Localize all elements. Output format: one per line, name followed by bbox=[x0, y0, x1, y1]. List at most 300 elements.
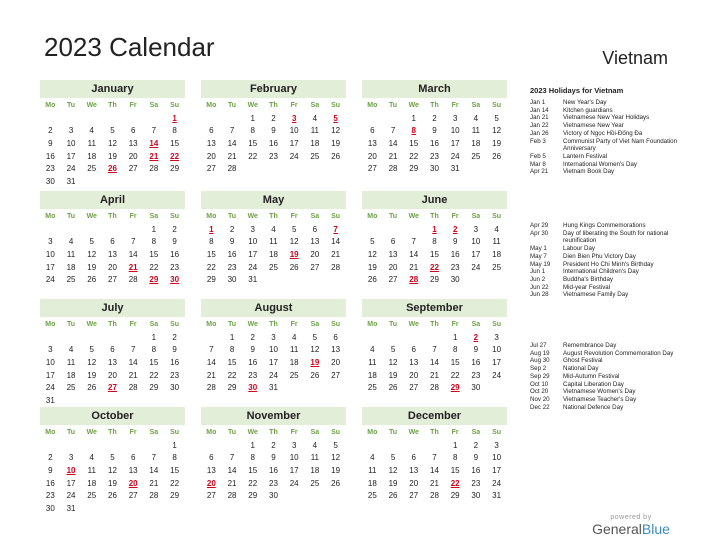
holiday-name: Vietnamese Teacher's Day bbox=[563, 395, 637, 403]
day-cell: 6 bbox=[110, 237, 115, 247]
weekday-label: Su bbox=[170, 428, 180, 436]
day-cell: 21 bbox=[149, 478, 159, 488]
day-cell: 8 bbox=[229, 345, 235, 355]
day-cell: 15 bbox=[227, 357, 237, 367]
weekday-label: We bbox=[408, 428, 419, 436]
month-january bbox=[40, 80, 185, 188]
day-cell: 13 bbox=[367, 138, 377, 148]
day-cell: 19 bbox=[388, 370, 398, 380]
day-cell: 9 bbox=[48, 138, 53, 148]
day-cell: 5 bbox=[390, 345, 396, 355]
month-header: May bbox=[201, 191, 346, 209]
month-september bbox=[362, 299, 507, 394]
day-cell: 26 bbox=[87, 275, 97, 285]
day-cell: 30 bbox=[45, 176, 55, 186]
brand-a: General bbox=[592, 521, 642, 537]
day-cell: 18 bbox=[289, 357, 299, 367]
day-cell: 18 bbox=[66, 262, 76, 272]
day-cell: 18 bbox=[367, 370, 377, 380]
day-cell: 3 bbox=[68, 453, 74, 463]
day-cell: 3 bbox=[48, 237, 53, 247]
day-cell: 6 bbox=[110, 345, 115, 355]
day-cell: 5 bbox=[110, 453, 115, 463]
day-cell: 26 bbox=[492, 151, 502, 161]
day-cell: 23 bbox=[45, 164, 55, 174]
day-cell: 12 bbox=[108, 465, 117, 475]
empty-cell bbox=[123, 175, 144, 188]
day-cell: 21 bbox=[227, 478, 237, 488]
month-october bbox=[40, 407, 185, 515]
weekday-label: Tu bbox=[389, 320, 398, 328]
day-cell: 12 bbox=[87, 249, 97, 259]
day-cell: 20 bbox=[108, 370, 117, 380]
holiday-date: Jun 2 bbox=[530, 275, 546, 283]
holiday-name: Lantern Festival bbox=[563, 152, 608, 160]
day-cell: 2 bbox=[172, 224, 177, 234]
weekday-label: Fr bbox=[290, 428, 298, 436]
day-cell: 21 bbox=[409, 262, 419, 272]
holiday-date: May 7 bbox=[530, 252, 547, 260]
empty-cell bbox=[40, 439, 61, 452]
day-cell: 26 bbox=[310, 370, 320, 380]
weekday-label: Mo bbox=[45, 212, 56, 220]
empty-cell bbox=[424, 331, 445, 344]
day-cell: 3 bbox=[291, 440, 297, 450]
day-cell: 17 bbox=[45, 262, 55, 272]
day-cell: 15 bbox=[248, 138, 258, 148]
day-cell: 6 bbox=[209, 453, 214, 463]
day-cell: 2 bbox=[473, 440, 479, 450]
empty-cell bbox=[383, 223, 404, 236]
day-cell: 9 bbox=[172, 345, 177, 355]
holiday-name: National Day bbox=[563, 365, 599, 373]
day-cell: 3 bbox=[494, 332, 499, 342]
empty-cell bbox=[325, 162, 346, 175]
day-cell: 3 bbox=[291, 113, 297, 123]
day-cell: 9 bbox=[473, 453, 479, 463]
day-cell: 16 bbox=[170, 357, 180, 367]
day-cell: 16 bbox=[45, 478, 55, 488]
weekday-label: Th bbox=[269, 428, 278, 436]
day-cell: 14 bbox=[206, 357, 216, 367]
day-cell: 15 bbox=[450, 357, 460, 367]
day-cell: 23 bbox=[170, 262, 180, 272]
day-cell: 25 bbox=[269, 262, 278, 272]
holiday-item bbox=[530, 122, 700, 130]
day-cell: 15 bbox=[450, 465, 460, 475]
weekday-label: Mo bbox=[367, 320, 378, 328]
holiday-name: Mid-Autumn Festival bbox=[563, 372, 620, 380]
day-cell: 10 bbox=[450, 126, 460, 136]
day-cell: 5 bbox=[494, 113, 499, 123]
day-cell: 16 bbox=[45, 151, 55, 161]
weekday-label: Tu bbox=[67, 320, 76, 328]
weekday-label: Th bbox=[108, 428, 117, 436]
day-cell: 22 bbox=[227, 370, 237, 380]
empty-cell bbox=[102, 502, 123, 515]
day-cell: 28 bbox=[149, 491, 159, 501]
month-header: October bbox=[40, 407, 185, 425]
holiday-item bbox=[530, 114, 700, 122]
day-cell: 19 bbox=[108, 478, 117, 488]
day-cell: 10 bbox=[492, 345, 502, 355]
day-cell: 14 bbox=[388, 138, 398, 148]
day-cell: 19 bbox=[87, 262, 97, 272]
day-cell: 6 bbox=[411, 345, 416, 355]
day-cell: 21 bbox=[430, 370, 439, 380]
day-cell: 4 bbox=[89, 126, 94, 136]
empty-cell bbox=[61, 394, 82, 407]
day-cell: 31 bbox=[66, 503, 76, 513]
day-cell: 9 bbox=[172, 237, 177, 247]
day-cell: 1 bbox=[151, 332, 157, 342]
day-cell: 3 bbox=[48, 345, 53, 355]
empty-cell bbox=[305, 381, 326, 394]
weekday-label: We bbox=[86, 101, 97, 109]
day-cell: 1 bbox=[411, 113, 416, 123]
holiday-name: Victory of Ngọc Hồi-Đống Đa bbox=[563, 129, 643, 137]
empty-cell bbox=[263, 273, 284, 286]
holiday-name: August Revolution Commemoration Day bbox=[563, 349, 674, 357]
holiday-name: President Ho Chi Minh's Birthday bbox=[563, 260, 654, 268]
weekday-label: Th bbox=[430, 320, 439, 328]
weekday-label: Mo bbox=[367, 212, 378, 220]
day-cell: 23 bbox=[430, 151, 439, 161]
empty-cell bbox=[403, 331, 424, 344]
holiday-name: Hung Kings Commemorations bbox=[563, 222, 646, 229]
day-cell: 4 bbox=[312, 113, 318, 123]
day-cell: 17 bbox=[66, 151, 76, 161]
day-cell: 14 bbox=[430, 465, 439, 475]
day-cell: 25 bbox=[310, 151, 320, 161]
day-cell: 3 bbox=[473, 224, 479, 234]
empty-cell bbox=[362, 331, 383, 344]
empty-cell bbox=[61, 331, 82, 344]
brand-name bbox=[586, 521, 676, 537]
empty-cell bbox=[284, 273, 305, 286]
day-cell: 11 bbox=[87, 465, 96, 475]
day-cell: 22 bbox=[248, 151, 258, 161]
empty-cell bbox=[81, 502, 102, 515]
day-cell: 9 bbox=[473, 345, 479, 355]
holiday-item bbox=[530, 365, 700, 373]
day-cell: 19 bbox=[87, 370, 97, 380]
day-cell: 28 bbox=[430, 491, 439, 501]
day-cell: 28 bbox=[388, 164, 398, 174]
country-name: Vietnam bbox=[602, 48, 668, 68]
day-cell: 7 bbox=[229, 453, 235, 463]
day-cell: 6 bbox=[130, 453, 136, 463]
empty-cell bbox=[123, 502, 144, 515]
day-cell: 13 bbox=[128, 138, 138, 148]
weekday-label: Fr bbox=[451, 212, 459, 220]
day-cell: 27 bbox=[310, 262, 320, 272]
holiday-item bbox=[530, 404, 700, 412]
day-cell: 1 bbox=[172, 440, 177, 450]
weekday-label: Su bbox=[492, 428, 502, 436]
holiday-date: Jan 1 bbox=[530, 99, 546, 106]
weekday-label: Mo bbox=[206, 320, 217, 328]
day-cell: 16 bbox=[269, 465, 278, 475]
day-cell: 26 bbox=[87, 383, 97, 393]
day-cell: 26 bbox=[331, 478, 341, 488]
day-cell: 27 bbox=[388, 275, 398, 285]
empty-cell bbox=[144, 112, 165, 125]
day-cell: 29 bbox=[170, 491, 180, 501]
day-cell: 14 bbox=[128, 357, 138, 367]
day-cell: 14 bbox=[409, 249, 419, 259]
day-cell: 26 bbox=[108, 164, 117, 174]
holiday-name: Mid-year Festival bbox=[563, 283, 611, 291]
day-cell: 24 bbox=[492, 370, 502, 380]
weekday-label: Fr bbox=[451, 428, 459, 436]
day-cell: 20 bbox=[409, 370, 419, 380]
day-cell: 7 bbox=[390, 126, 396, 136]
day-cell: 16 bbox=[269, 138, 278, 148]
day-cell: 20 bbox=[367, 151, 377, 161]
holiday-date: Jan 26 bbox=[530, 129, 549, 137]
day-cell: 25 bbox=[367, 491, 377, 501]
day-cell: 13 bbox=[409, 357, 419, 367]
day-cell: 7 bbox=[209, 345, 214, 355]
day-cell: 2 bbox=[172, 332, 177, 342]
empty-cell bbox=[201, 112, 222, 125]
day-cell: 25 bbox=[492, 262, 502, 272]
day-cell: 1 bbox=[452, 440, 458, 450]
day-cell: 6 bbox=[333, 332, 338, 342]
day-cell: 12 bbox=[87, 357, 97, 367]
weekday-label: Su bbox=[331, 212, 341, 220]
holiday-date: Jun 1 bbox=[530, 268, 546, 276]
holiday-item bbox=[530, 276, 700, 284]
weekday-label: Sa bbox=[149, 101, 159, 109]
day-cell: 30 bbox=[170, 383, 180, 393]
day-cell: 12 bbox=[367, 249, 377, 259]
weekday-label: Su bbox=[170, 212, 180, 220]
day-cell: 8 bbox=[411, 126, 416, 136]
day-cell: 24 bbox=[289, 478, 299, 488]
day-cell: 31 bbox=[269, 383, 278, 393]
day-cell: 15 bbox=[248, 465, 258, 475]
day-cell: 22 bbox=[149, 262, 159, 272]
empty-cell bbox=[486, 381, 507, 394]
day-cell: 14 bbox=[149, 138, 159, 148]
day-cell: 1 bbox=[432, 224, 437, 234]
holiday-name: National Defence Day bbox=[563, 403, 624, 411]
weekday-label: Mo bbox=[45, 101, 56, 109]
day-cell: 17 bbox=[66, 478, 76, 488]
day-cell: 7 bbox=[333, 224, 338, 234]
month-april bbox=[40, 191, 185, 286]
day-cell: 6 bbox=[209, 126, 214, 136]
day-cell: 4 bbox=[370, 453, 375, 463]
weekday-label: Sa bbox=[471, 428, 481, 436]
weekday-label: We bbox=[247, 212, 258, 220]
month-header: June bbox=[362, 191, 507, 209]
powered-by-text: powered by bbox=[610, 514, 652, 521]
holiday-name: Remembrance Day bbox=[563, 342, 617, 349]
holiday-item bbox=[530, 291, 700, 299]
weekday-label: Fr bbox=[290, 212, 298, 220]
day-cell: 9 bbox=[452, 237, 458, 247]
empty-cell bbox=[61, 112, 82, 125]
day-cell: 27 bbox=[331, 370, 341, 380]
day-cell: 6 bbox=[411, 453, 416, 463]
day-cell: 13 bbox=[388, 249, 398, 259]
day-cell: 13 bbox=[206, 138, 216, 148]
day-cell: 23 bbox=[450, 262, 460, 272]
day-cell: 4 bbox=[271, 224, 276, 234]
day-cell: 17 bbox=[248, 249, 258, 259]
day-cell: 28 bbox=[128, 383, 138, 393]
weekday-label: Su bbox=[170, 101, 180, 109]
day-cell: 8 bbox=[209, 237, 214, 247]
day-cell: 25 bbox=[87, 164, 97, 174]
day-cell: 23 bbox=[45, 491, 55, 501]
empty-cell bbox=[123, 439, 144, 452]
day-cell: 17 bbox=[289, 465, 299, 475]
empty-cell bbox=[403, 439, 424, 452]
day-cell: 4 bbox=[494, 224, 499, 234]
day-cell: 17 bbox=[269, 357, 278, 367]
weekday-label: Sa bbox=[310, 101, 320, 109]
day-cell: 10 bbox=[45, 249, 55, 259]
month-header: July bbox=[40, 299, 185, 317]
weekday-label: Mo bbox=[45, 320, 56, 328]
empty-cell bbox=[144, 502, 165, 515]
day-cell: 21 bbox=[149, 151, 159, 161]
weekday-label: Fr bbox=[290, 320, 298, 328]
day-cell: 5 bbox=[370, 237, 375, 247]
day-cell: 13 bbox=[108, 249, 117, 259]
empty-cell bbox=[222, 112, 243, 125]
day-cell: 30 bbox=[227, 275, 237, 285]
day-cell: 5 bbox=[333, 440, 338, 450]
weekday-label: We bbox=[86, 428, 97, 436]
day-cell: 17 bbox=[471, 249, 481, 259]
day-cell: 22 bbox=[248, 478, 258, 488]
day-cell: 22 bbox=[170, 478, 180, 488]
holiday-item bbox=[530, 130, 700, 138]
empty-cell bbox=[242, 162, 263, 175]
day-cell: 11 bbox=[66, 249, 76, 259]
empty-cell bbox=[362, 112, 383, 125]
day-cell: 15 bbox=[149, 357, 159, 367]
day-cell: 19 bbox=[492, 138, 502, 148]
day-cell: 24 bbox=[45, 383, 55, 393]
day-cell: 2 bbox=[229, 224, 235, 234]
day-cell: 16 bbox=[450, 249, 460, 259]
day-cell: 19 bbox=[367, 262, 377, 272]
empty-cell bbox=[81, 223, 102, 236]
month-june bbox=[362, 191, 507, 286]
day-cell: 25 bbox=[87, 491, 97, 501]
holiday-date: Jan 21 bbox=[530, 114, 549, 122]
holiday-item bbox=[530, 230, 700, 245]
weekday-label: We bbox=[247, 428, 258, 436]
day-cell: 17 bbox=[450, 138, 460, 148]
holiday-name: New Year's Day bbox=[563, 99, 607, 106]
day-cell: 27 bbox=[409, 383, 419, 393]
day-cell: 24 bbox=[492, 478, 502, 488]
empty-cell bbox=[164, 502, 185, 515]
day-cell: 29 bbox=[430, 275, 439, 285]
day-cell: 21 bbox=[388, 151, 398, 161]
holiday-item bbox=[530, 153, 700, 161]
day-cell: 21 bbox=[128, 262, 138, 272]
holiday-date: Oct 20 bbox=[530, 388, 549, 396]
generalblue-logo bbox=[586, 514, 676, 537]
day-cell: 1 bbox=[172, 113, 177, 123]
weekday-label: Mo bbox=[45, 428, 56, 436]
weekday-label: We bbox=[247, 101, 258, 109]
day-cell: 18 bbox=[492, 249, 502, 259]
empty-cell bbox=[466, 162, 487, 175]
day-cell: 13 bbox=[108, 357, 117, 367]
day-cell: 10 bbox=[289, 453, 299, 463]
day-cell: 24 bbox=[269, 370, 278, 380]
weekday-label: Th bbox=[108, 212, 117, 220]
day-cell: 20 bbox=[388, 262, 398, 272]
day-cell: 24 bbox=[471, 262, 481, 272]
day-cell: 18 bbox=[367, 478, 377, 488]
empty-cell bbox=[61, 439, 82, 452]
month-november bbox=[201, 407, 346, 502]
day-cell: 26 bbox=[108, 491, 117, 501]
day-cell: 17 bbox=[492, 357, 502, 367]
weekday-label: Tu bbox=[67, 101, 76, 109]
weekday-label: Th bbox=[108, 320, 117, 328]
holiday-name: Communist Party of Viet Nam Foundation Anniversary bbox=[563, 137, 678, 153]
day-cell: 15 bbox=[206, 249, 216, 259]
day-cell: 24 bbox=[450, 151, 460, 161]
day-cell: 8 bbox=[151, 345, 157, 355]
day-cell: 5 bbox=[89, 345, 94, 355]
day-cell: 11 bbox=[310, 126, 320, 136]
holiday-item bbox=[530, 396, 700, 404]
day-cell: 10 bbox=[269, 345, 278, 355]
empty-cell bbox=[284, 489, 305, 502]
empty-cell bbox=[486, 162, 507, 175]
holiday-name: Vietnamese New Year Holidays bbox=[563, 114, 650, 122]
day-cell: 1 bbox=[452, 332, 458, 342]
day-cell: 25 bbox=[289, 370, 299, 380]
holiday-item bbox=[530, 261, 700, 269]
day-cell: 16 bbox=[471, 465, 481, 475]
day-cell: 8 bbox=[151, 237, 157, 247]
day-cell: 15 bbox=[170, 138, 180, 148]
day-cell: 29 bbox=[227, 383, 237, 393]
day-cell: 25 bbox=[471, 151, 481, 161]
weekday-label: Sa bbox=[471, 320, 481, 328]
day-cell: 30 bbox=[248, 383, 258, 393]
day-cell: 9 bbox=[432, 126, 437, 136]
empty-cell bbox=[362, 439, 383, 452]
day-cell: 11 bbox=[471, 126, 481, 136]
weekday-label: Tu bbox=[228, 428, 237, 436]
day-cell: 31 bbox=[45, 395, 55, 405]
day-cell: 21 bbox=[430, 478, 439, 488]
day-cell: 25 bbox=[66, 275, 76, 285]
day-cell: 31 bbox=[248, 275, 258, 285]
day-cell: 23 bbox=[227, 262, 237, 272]
holiday-name: Vietnamese New Year bbox=[563, 122, 624, 130]
day-cell: 15 bbox=[430, 249, 439, 259]
day-cell: 11 bbox=[290, 345, 299, 355]
holiday-date: Apr 29 bbox=[530, 222, 549, 229]
day-cell: 26 bbox=[367, 275, 377, 285]
day-cell: 4 bbox=[89, 453, 94, 463]
